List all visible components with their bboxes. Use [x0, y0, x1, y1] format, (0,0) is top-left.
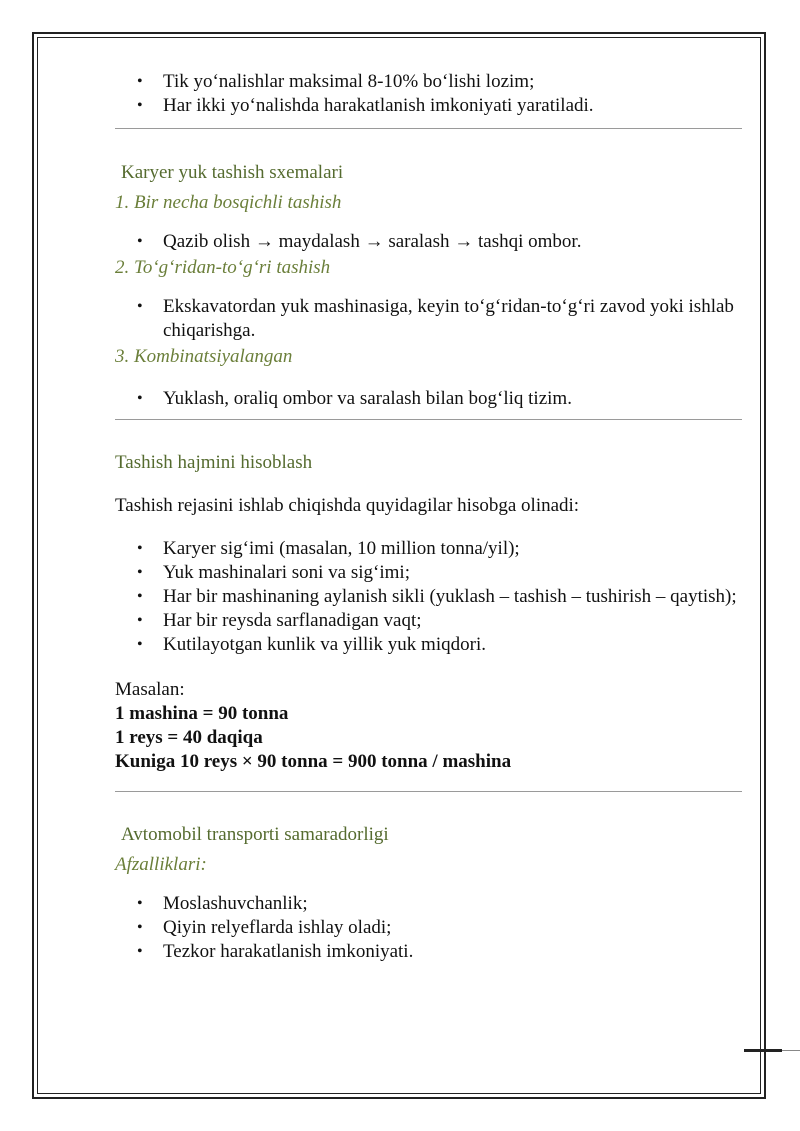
intro-bullet-list — [115, 70, 742, 118]
bullet-list-volume — [115, 537, 742, 657]
bullet-list-combined — [115, 387, 742, 411]
section-heading-volume: Tashish hajmini hisoblash — [115, 452, 313, 473]
list-item: • Qiyin relyeflarda ishlay oladi; — [163, 916, 742, 940]
list-item: • Har bir reysda sarflanadigan vaqt; — [163, 609, 742, 633]
subheading-multistage: 1. Bir necha bosqichli tashish — [115, 192, 342, 213]
subheading-direct: 2. To‘g‘ridan-to‘g‘ri tashish — [115, 257, 331, 278]
page-corner-line — [782, 1050, 800, 1051]
list-item: • Har bir mashinaning aylanish sikli (yuklash – tashish – tushirish – qaytish); — [163, 585, 742, 609]
list-item: • Ekskavatordan yuk mashinasiga, keyin to‘g‘ridan-to‘g‘ri zavod yoki ishlab chiqarishga. — [163, 295, 742, 343]
page-corner-mark — [744, 1049, 782, 1052]
list-item: • Kutilayotgan kunlik va yillik yuk miqdori. — [163, 633, 742, 657]
list-item: • Qazib olish → maydalash → saralash → tashqi ombor. — [163, 230, 742, 254]
list-item: • Yuk mashinalari soni va sig‘imi; — [163, 561, 742, 585]
section-divider — [115, 791, 742, 792]
bullet-list-multistage — [115, 230, 742, 254]
example-line: 1 reys = 40 daqiqa — [115, 727, 263, 748]
bullet-list-advantages — [115, 892, 742, 964]
section-heading-transport-schemes: Karyer yuk tashish sxemalari — [121, 162, 344, 183]
list-item: • Tezkor harakatlanish imkoniyati. — [163, 940, 742, 964]
list-item: • Har ikki yo‘nalishda harakatlanish imkoniyati yaratiladi. — [163, 94, 742, 118]
example-label: Masalan: — [115, 679, 185, 700]
subheading-combined: 3. Kombinatsiyalangan — [115, 346, 293, 367]
section-divider — [115, 419, 742, 420]
example-line: 1 mashina = 90 tonna — [115, 703, 289, 724]
list-item: • Yuklash, oraliq ombor va saralash bilan bog‘liq tizim. — [163, 387, 742, 411]
section-heading-efficiency: Avtomobil transporti samaradorligi — [121, 824, 389, 845]
example-line: Kuniga 10 reys × 90 tonna = 900 tonna / mashina — [115, 751, 512, 772]
paragraph-lead: Tashish rejasini ishlab chiqishda quyidagilar hisobga olinadi: — [115, 495, 580, 516]
section-divider — [115, 128, 742, 129]
list-item: • Moslashuvchanlik; — [163, 892, 742, 916]
document-body — [115, 70, 742, 964]
list-item: • Tik yo‘nalishlar maksimal 8-10% bo‘lishi lozim; — [163, 70, 742, 94]
subheading-advantages: Afzalliklari: — [115, 854, 207, 875]
bullet-list-direct — [115, 295, 742, 343]
list-item: • Karyer sig‘imi (masalan, 10 million tonna/yil); — [163, 537, 742, 561]
